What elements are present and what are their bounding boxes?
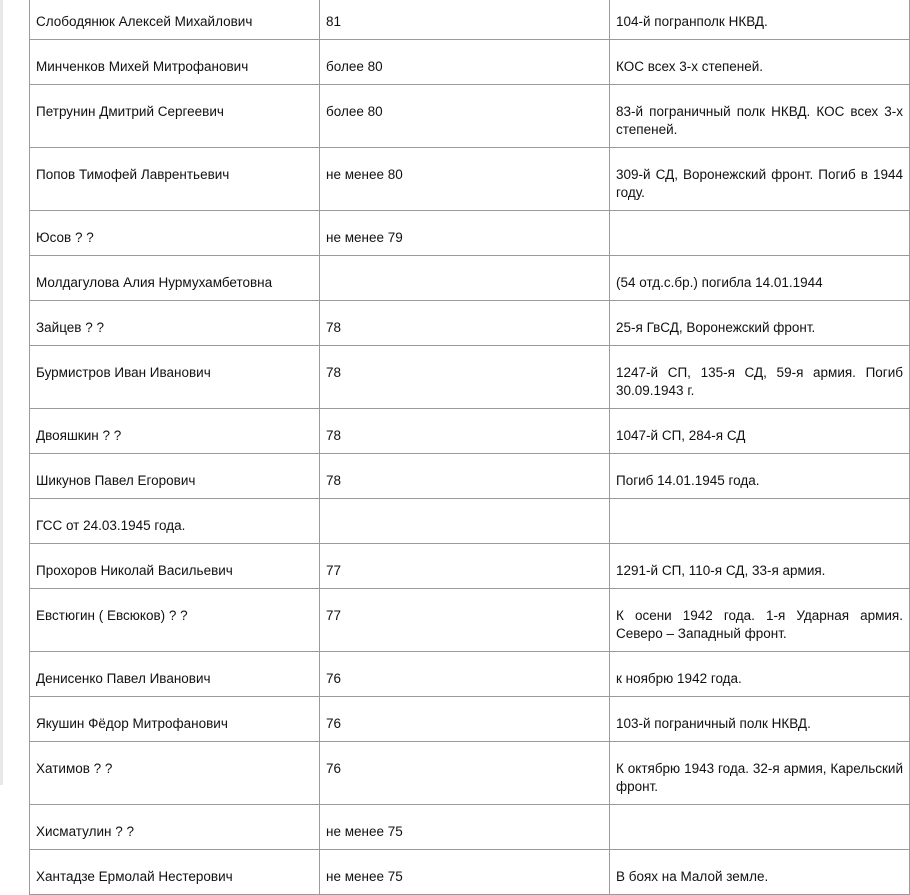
name-cell: Хатимов ? ? (30, 742, 320, 805)
table-row (30, 697, 910, 742)
name-cell: Молдагулова Алия Нурмухамбетовна (30, 256, 320, 301)
table-row (30, 589, 910, 652)
table-row (30, 499, 910, 544)
note-cell: 1247-й СП, 135-я СД, 59-я армия. Погиб 30.09.1943 г. (610, 346, 910, 409)
table-row (30, 0, 910, 40)
value-cell: 77 (320, 589, 610, 652)
note-cell: К осени 1942 года. 1-я Ударная армия. Северо – Западный фронт. (610, 589, 910, 652)
table-row (30, 409, 910, 454)
value-cell (320, 499, 610, 544)
value-cell: 76 (320, 652, 610, 697)
value-cell: не менее 79 (320, 211, 610, 256)
value-cell: 78 (320, 409, 610, 454)
name-cell: Прохоров Николай Васильевич (30, 544, 320, 589)
name-cell: Бурмистров Иван Иванович (30, 346, 320, 409)
note-cell (610, 211, 910, 256)
page-left-edge (0, 0, 3, 785)
records-table (29, 0, 910, 895)
value-cell: более 80 (320, 40, 610, 85)
note-cell: к ноябрю 1942 года. (610, 652, 910, 697)
name-cell: Попов Тимофей Лаврентьевич (30, 148, 320, 211)
table-row (30, 742, 910, 805)
table-row (30, 148, 910, 211)
name-cell: Зайцев ? ? (30, 301, 320, 346)
value-cell (320, 256, 610, 301)
note-cell: 309-й СД, Воронежский фронт. Погиб в 1944 году. (610, 148, 910, 211)
value-cell: 76 (320, 697, 610, 742)
table-row (30, 544, 910, 589)
note-cell (610, 805, 910, 850)
value-cell: не менее 75 (320, 850, 610, 895)
name-cell: Хисматулин ? ? (30, 805, 320, 850)
name-cell: Петрунин Дмитрий Сергеевич (30, 85, 320, 148)
table-row (30, 211, 910, 256)
table-row (30, 301, 910, 346)
note-cell: 83-й пограничный полк НКВД. КОС всех 3-х степеней. (610, 85, 910, 148)
value-cell: не менее 80 (320, 148, 610, 211)
value-cell: 78 (320, 454, 610, 499)
note-cell: (54 отд.с.бр.) погибла 14.01.1944 (610, 256, 910, 301)
table-row (30, 454, 910, 499)
table-row (30, 256, 910, 301)
note-cell (610, 499, 910, 544)
name-cell: Евстюгин ( Евсюков) ? ? (30, 589, 320, 652)
note-cell: В боях на Малой земле. (610, 850, 910, 895)
note-cell: К октябрю 1943 года. 32-я армия, Карельский фронт. (610, 742, 910, 805)
name-cell: Двояшкин ? ? (30, 409, 320, 454)
name-cell: Денисенко Павел Иванович (30, 652, 320, 697)
name-cell: Якушин Фёдор Митрофанович (30, 697, 320, 742)
value-cell: 78 (320, 346, 610, 409)
value-cell: не менее 75 (320, 805, 610, 850)
note-cell: 1291-й СП, 110-я СД, 33-я армия. (610, 544, 910, 589)
table-row (30, 346, 910, 409)
table-row (30, 85, 910, 148)
note-cell: КОС всех 3-х степеней. (610, 40, 910, 85)
name-cell: Юсов ? ? (30, 211, 320, 256)
name-cell: Хантадзе Ермолай Нестерович (30, 850, 320, 895)
note-cell: 1047-й СП, 284-я СД (610, 409, 910, 454)
note-cell: 103-й пограничный полк НКВД. (610, 697, 910, 742)
value-cell: 81 (320, 0, 610, 40)
name-cell: Шикунов Павел Егорович (30, 454, 320, 499)
table-row (30, 40, 910, 85)
value-cell: 77 (320, 544, 610, 589)
note-cell: 104-й погранполк НКВД. (610, 0, 910, 40)
table-row (30, 652, 910, 697)
name-cell: Слободянюк Алексей Михайлович (30, 0, 320, 40)
value-cell: 78 (320, 301, 610, 346)
table-row (30, 850, 910, 895)
table-row (30, 805, 910, 850)
value-cell: 76 (320, 742, 610, 805)
note-cell: 25-я ГвСД, Воронежский фронт. (610, 301, 910, 346)
note-cell: Погиб 14.01.1945 года. (610, 454, 910, 499)
name-cell: Минченков Михей Митрофанович (30, 40, 320, 85)
value-cell: более 80 (320, 85, 610, 148)
name-cell: ГСС от 24.03.1945 года. (30, 499, 320, 544)
